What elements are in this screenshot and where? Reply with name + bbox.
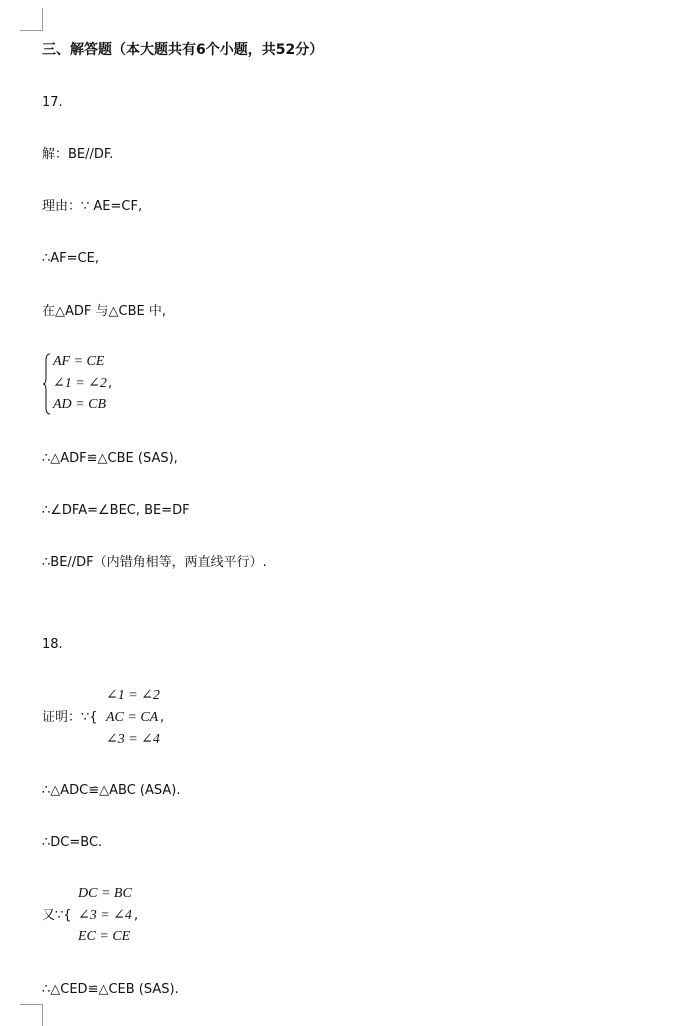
q17-line-triangles: 在△ADF 与△CBE 中, [42,304,166,319]
corner-mark-bottom-left-h [20,1004,43,1005]
q18-system2-tail: , [134,908,139,923]
q18-line-congruent-asa: ∴△ADC≌△ABC (ASA). [42,783,181,798]
left-brace-icon [42,352,52,416]
q17-system-row-2: ∠1 = ∠2 [53,376,107,391]
q18-system2-row-2: ∠3 = ∠4 [78,908,132,923]
q17-system-row-1: AF = CE [53,354,105,369]
q17-system-row-3: AD = CB [53,397,106,412]
q18-again-prefix: 又∵{ [42,908,72,923]
q17-line-reason: 理由：∵ AE=CF, [42,199,143,214]
q18-line-dc-bc: ∴DC=BC. [42,835,103,850]
q17-line-af-ce: ∴AF=CE, [42,251,99,266]
q18-system1-tail: , [160,710,165,725]
q18-system2-row-3: EC = CE [78,929,131,944]
q18-line-congruent-sas: ∴△CED≌△CEB (SAS). [42,982,179,997]
corner-mark-bottom-left-v [42,1004,43,1026]
question-17-number: 17. [42,95,63,110]
q18-system1-row-1: ∠1 = ∠2 [106,688,160,703]
q18-system2-row-1: DC = BC [78,886,132,901]
q17-line-answer: 解：BE//DF. [42,147,114,162]
question-18-number: 18. [42,637,63,652]
q17-system-tail: , [108,376,113,391]
corner-mark-top-left-h [20,30,43,31]
q17-line-conclusion: ∴BE//DF（内错角相等，两直线平行）. [42,555,267,570]
q17-line-angles: ∴∠DFA=∠BEC, BE=DF [42,503,190,518]
q18-system1-row-3: ∠3 = ∠4 [106,732,160,747]
corner-mark-top-left-v [42,8,43,30]
q17-line-congruent: ∴△ADF≌△CBE (SAS), [42,451,178,466]
q18-system1-row-2: AC = CA [106,710,159,725]
section-heading: 三、解答题（本大题共有6个小题，共52分） [42,42,324,58]
q18-proof-prefix: 证明：∵{ [42,710,98,725]
